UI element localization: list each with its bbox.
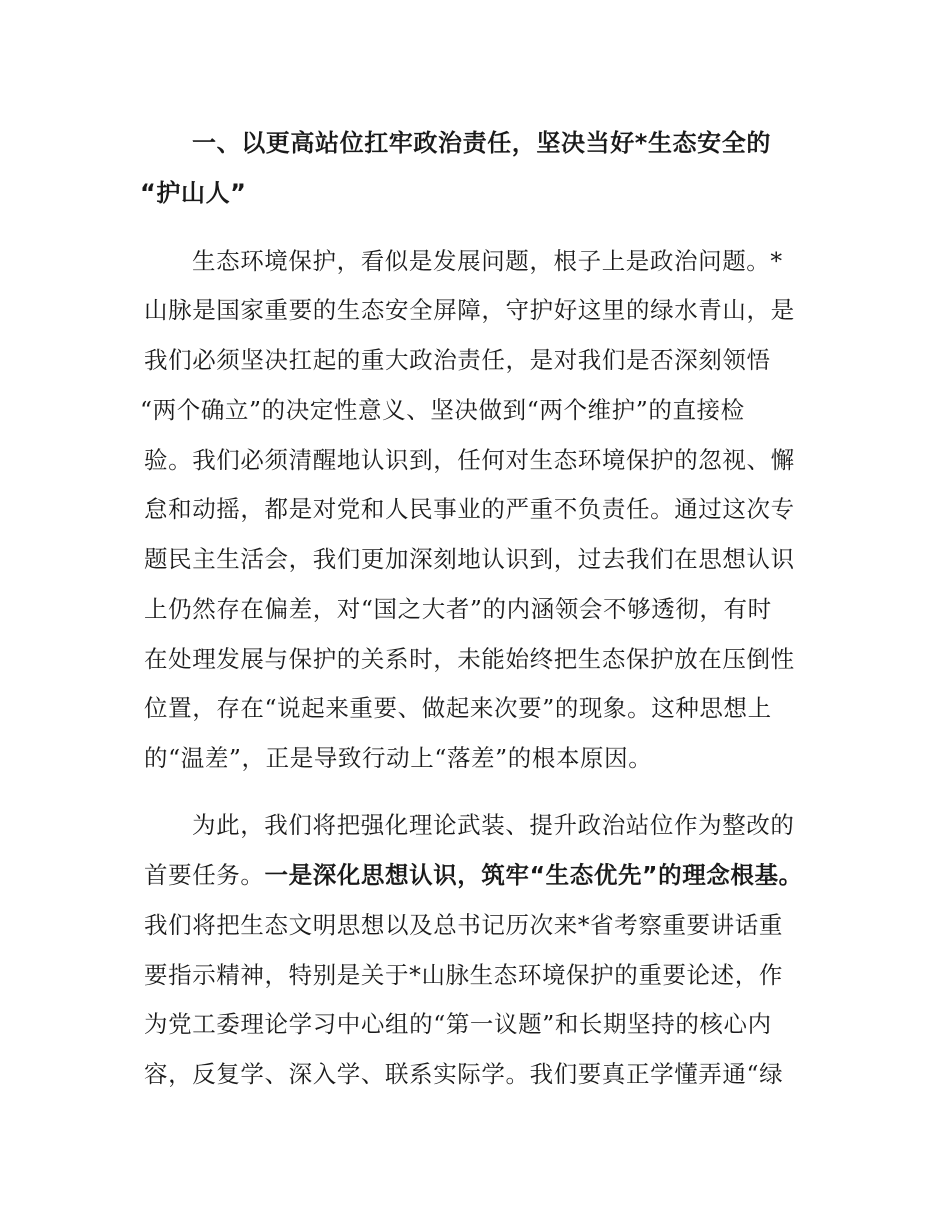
paragraph-1-line-6: 怠和动摇，都是对党和人民事业的严重不负责任。通过这次专 [144, 495, 795, 523]
paragraph-1-line-9: 在处理发展与保护的关系时，未能始终把生态保护放在压倒性 [144, 645, 795, 673]
paragraph-1-line-3: 我们必须坚决扛起的重大政治责任，是对我们是否深刻领悟 [144, 346, 771, 374]
paragraph-1-line-11: 的“温差”，正是导致行动上“落差”的根本原因。 [144, 744, 653, 772]
paragraph-2-line-4: 要指示精神，特别是关于*山脉生态环境保护的重要论述，作 [144, 961, 783, 989]
paragraph-1-line-4: “两个确立”的决定性意义、坚决做到“两个维护”的直接检 [140, 396, 745, 424]
paragraph-1-line-1: 生态环境保护，看似是发展问题，根子上是政治问题。* [192, 247, 783, 275]
paragraph-1-line-10: 位置，存在“说起来重要、做起来次要”的现象。这种思想上 [144, 694, 772, 722]
paragraph-1-line-5: 验。我们必须清醒地认识到，任何对生态环境保护的忽视、懈 [144, 446, 795, 474]
paragraph-2-line-6: 容，反复学、深入学、联系实际学。我们要真正学懂弄通“绿 [144, 1060, 784, 1088]
paragraph-2-line-5: 为党工委理论学习中心组的“第一议题”和长期坚持的核心内 [144, 1010, 772, 1038]
paragraph-2-line-1: 为此，我们将把强化理论武装、提升政治站位作为整改的 [192, 811, 795, 839]
paragraph-2-line-3: 我们将把生态文明思想以及总书记历次来*省考察重要讲话重 [144, 911, 783, 939]
paragraph-2-line-2 [144, 860, 824, 890]
paragraph-1-line-2: 山脉是国家重要的生态安全屏障，守护好这里的绿水青山，是 [144, 296, 795, 324]
section-heading-line-2: “护山人” [140, 179, 247, 207]
paragraph-2-line-2-bold: 一是深化思想认识，筑牢“生态优先”的理念根基。 [264, 861, 803, 889]
section-heading-line-1: 一、以更高站位扛牢政治责任，坚决当好*生态安全的 [192, 129, 771, 157]
paragraph-2-line-2-normal: 首要任务。 [144, 861, 265, 889]
paragraph-1-line-7: 题民主生活会，我们更加深刻地认识到，过去我们在思想认识 [144, 545, 795, 573]
paragraph-1-line-8: 上仍然存在偏差，对“国之大者”的内涵领会不够透彻，有时 [144, 595, 772, 623]
